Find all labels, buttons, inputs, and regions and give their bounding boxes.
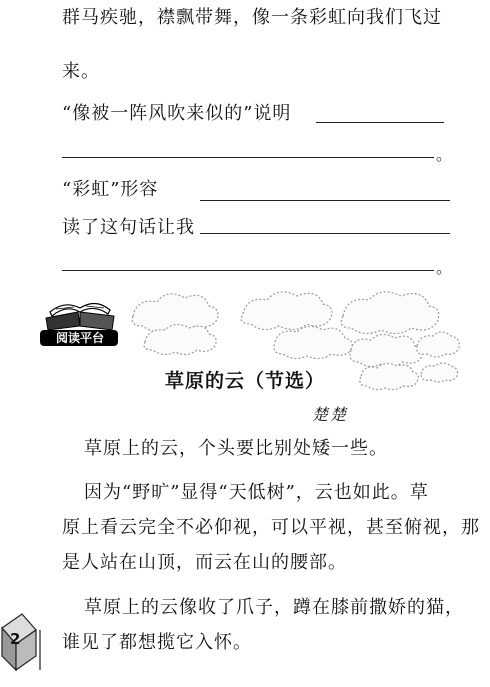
paragraph-3-line-2: 谁见了都想揽它入怀。	[62, 632, 252, 653]
answer-blank-1b[interactable]	[62, 157, 434, 158]
exercise-line-2: 来。	[62, 61, 100, 82]
page-number: 2	[10, 630, 21, 648]
badge-label: 阅读平台	[55, 331, 104, 345]
answer-blank-1a[interactable]	[316, 122, 444, 123]
paragraph-1: 草原上的云，个头要比别处矮一些。	[84, 438, 388, 459]
cloud-5	[274, 326, 352, 358]
cloud-3	[341, 292, 439, 334]
answer-blank-3b[interactable]	[62, 270, 434, 271]
article-title: 草原的云（节选）	[164, 370, 325, 392]
answer-blank-3a[interactable]	[200, 233, 450, 234]
cloud-7	[417, 332, 460, 357]
paragraph-2-line-1: 因为“野旷”显得“天低树”，云也如此。草	[84, 482, 429, 503]
paragraph-3-line-1: 草原上的云像收了爪子，蹲在膝前撒娇的猫，	[84, 597, 464, 618]
paragraph-2-line-3: 是人站在山顶，而云在山的腰部。	[62, 552, 347, 573]
answer-blank-2[interactable]	[200, 200, 450, 201]
cube-icon	[0, 600, 60, 683]
question-1-label: “像被一阵风吹来似的”说明	[62, 103, 292, 124]
question-3-label: 读了这句话让我	[62, 217, 195, 238]
cloud-2	[241, 292, 332, 330]
cloud-6	[350, 334, 422, 366]
page-corner	[0, 600, 60, 683]
article-author: 楚楚	[312, 405, 349, 424]
exercise-line-1: 群马疾驰，襟飘带舞，像一条彩虹向我们飞过	[62, 7, 442, 28]
reading-platform-badge	[38, 292, 122, 348]
question-2-label: “彩虹”形容	[62, 179, 159, 200]
period-1: 。	[436, 145, 453, 164]
paragraph-2-line-2: 原上看云完全不必仰视，可以平视，甚至俯视，那	[62, 517, 480, 538]
period-3: 。	[436, 258, 453, 277]
